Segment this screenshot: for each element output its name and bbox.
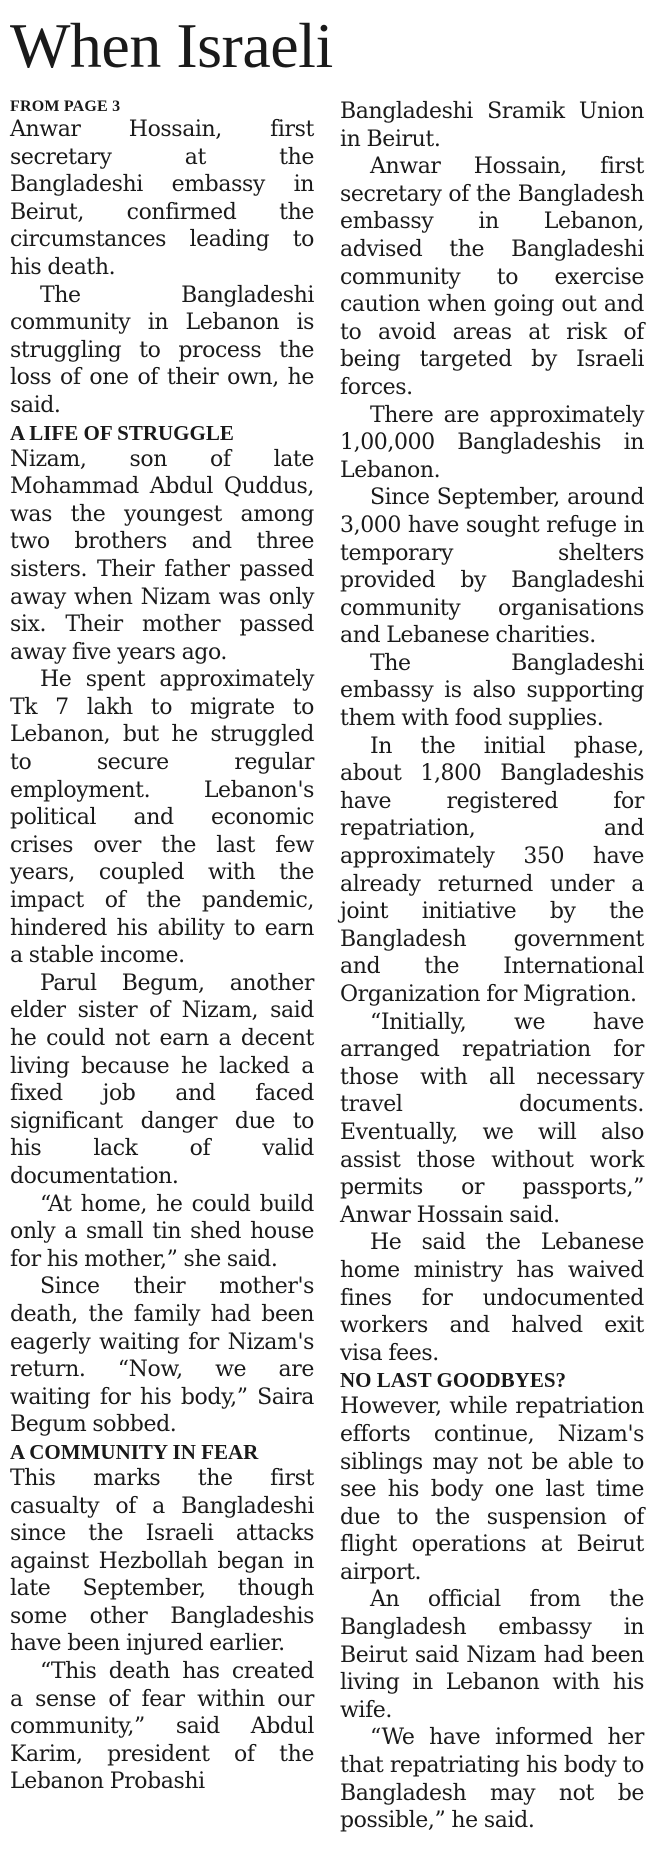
article-paragraph: He spent approximately Tk 7 lakh to migrate to Lebanon, but he struggled to secure regular employment. Lebanon's political and economic crises over the last few years, coupled with the impact of the pandemic, hindered his ability to earn a stable income. [10,667,314,969]
article-paragraph: Anwar Hossain, first secretary at the Bangladeshi embassy in Beirut, confirmed the circumstances leading to his death. [10,117,314,280]
article-paragraph: Since their mother's death, the family had been eagerly waiting for Nizam's return. “Now, we are waiting for his body,” Saira Begum sobbed. [10,1274,314,1438]
right-column [340,98,644,1835]
article-paragraph: Since September, around 3,000 have sought refuge in temporary shelters provided by Bangladeshi community organisations and Lebanese charities. [340,485,644,649]
article-paragraph: He said the Lebanese home ministry has waived fines for undocumented workers and halved exit visa fees. [340,1230,644,1366]
article-paragraph: There are approximately 1,00,000 Bangladeshis in Lebanon. [340,402,644,483]
left-column [10,98,314,1796]
article-paragraph: “Initially, we have arranged repatriation for those with all necessary travel documents. Eventually, we will also assist those without work permits or passports,” Anwar Hossain said. [340,1009,644,1228]
article-paragraph: An official from the Bangladesh embassy in Beirut said Nizam had been living in Lebanon with his wife. [340,1587,644,1723]
article-paragraph: Anwar Hossain, first secretary of the Bangladesh embassy in Lebanon, advised the Bangladeshi community to exercise caution when going out and to avoid areas at risk of being targeted by Israeli forces. [340,154,644,400]
article-paragraph: The Bangladeshi embassy is also supporting them with food supplies. [340,650,644,732]
section-subhead: A LIFE OF STRUGGLE [10,420,234,445]
article-paragraph: This marks the first casualty of a Bangladeshi since the Israeli attacks against Hezbollah began in late September, though some other Bangladeshis have been injured earlier. [10,1465,314,1657]
section-subhead: A COMMUNITY IN FEAR [10,1439,259,1464]
article-paragraph: Parul Begum, another elder sister of Nizam, said he could not earn a decent living because he lacked a fixed job and faced significant danger due to his lack of valid documentation. [10,970,314,1189]
section-subhead: NO LAST GOODBYES? [340,1368,567,1393]
kicker-from-page: FROM PAGE 3 [10,98,121,115]
article-paragraph: Nizam, son of late Mohammad Abdul Quddus, was the youngest among two brothers and three sisters. Their father passed away when Nizam was only six. Their mother passed away five years ago. [10,446,314,665]
headline: When Israeli [10,10,333,81]
article-paragraph: “This death has created a sense of fear within our community,” said Abdul Karim, president of the Lebanon Probashi [10,1659,314,1795]
article-paragraph: In the initial phase, about 1,800 Bangladeshis have registered for repatriation, and approximately 350 have already returned under a joint initiative by the Bangladesh government and the International Organization for Migration. [340,733,644,1007]
article-paragraph: “We have informed her that repatriating his body to Bangladesh may not be possible,” he said. [340,1725,644,1834]
article-paragraph: The Bangladeshi community in Lebanon is struggling to process the loss of one of their own, he said. [10,282,314,418]
article-paragraph: Bangladeshi Sramik Union in Beirut. [340,99,644,152]
article-paragraph: However, while repatriation efforts continue, Nizam's siblings may not be able to see his body one last time due to the suspension of flight operations at Beirut airport. [340,1394,644,1585]
article-paragraph: “At home, he could build only a small tin shed house for his mother,” she said. [10,1191,314,1272]
